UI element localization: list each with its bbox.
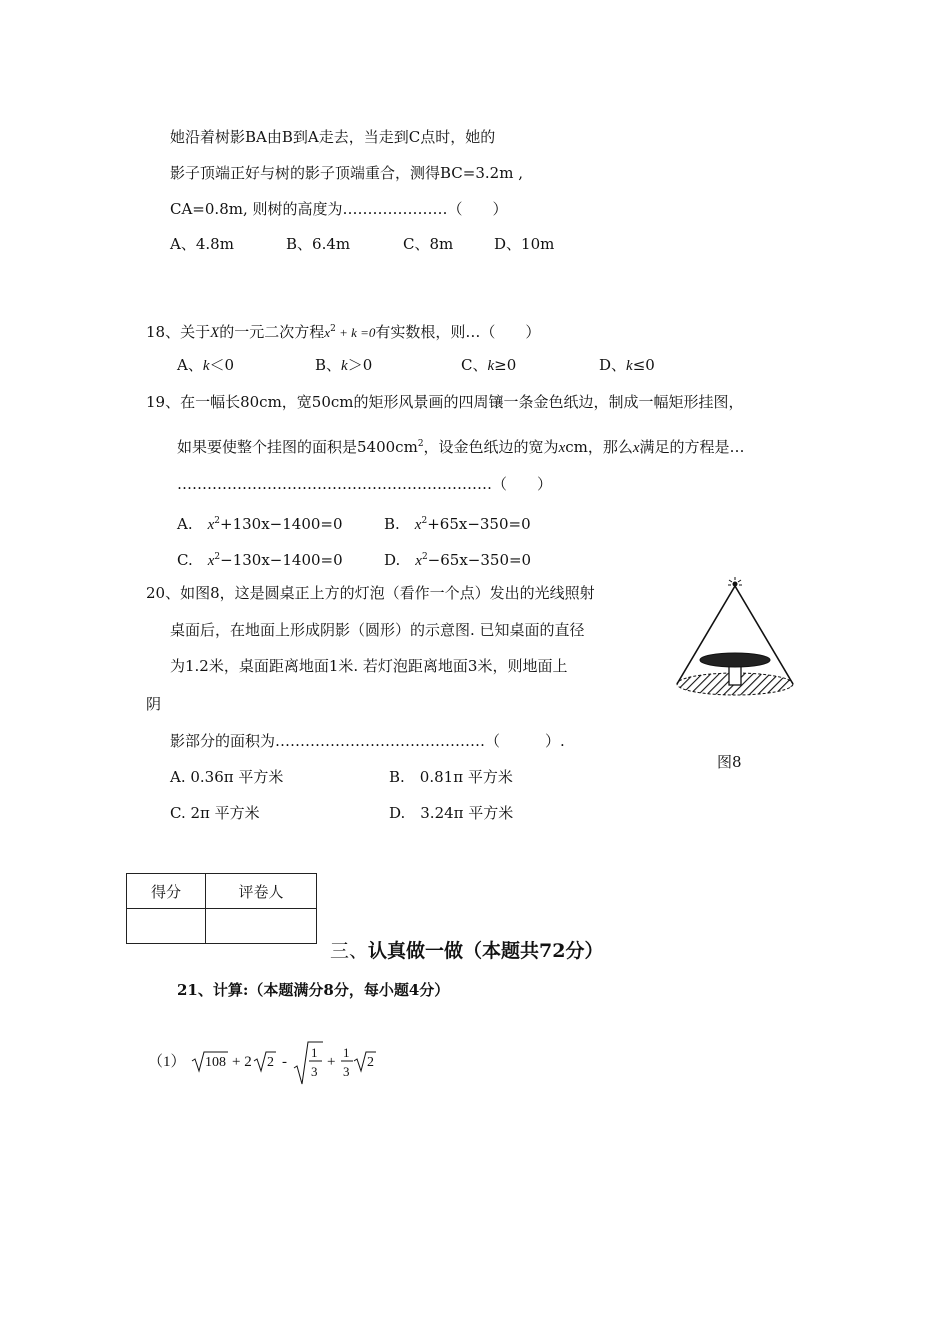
option-var: x [414, 517, 422, 533]
q18-text: 有实数根，则…（ ） [375, 323, 541, 341]
q19-line-3: ………………………………………………………（ ） [177, 475, 553, 493]
option-exp: 2 [214, 552, 221, 562]
q18-option-b [315, 355, 372, 376]
option-exp: 2 [421, 516, 428, 526]
item-label: （1） [148, 1054, 186, 1070]
q19-text: 满足的方程是… [639, 438, 745, 456]
score-header: 得分 [127, 874, 206, 909]
option-prefix: C、 [461, 356, 488, 374]
fraction-numerator: 1 [311, 1045, 318, 1060]
bulb-icon [728, 577, 742, 587]
q18-text: 的一元二次方程 [219, 323, 325, 341]
q19-line-2 [177, 434, 745, 458]
q21-heading: 21、计算:（本题满分8分，每小题4分） [177, 981, 450, 999]
section-title [330, 936, 603, 963]
q18-option-c [461, 355, 516, 376]
grader-header: 评卷人 [206, 874, 317, 909]
lamp-table-figure [672, 576, 802, 706]
option-rest: +130x−1400=0 [220, 515, 343, 533]
q19-option-a [177, 511, 343, 535]
option-var: k [341, 358, 348, 374]
option-prefix: A、 [177, 356, 203, 374]
coefficient-denominator: 3 [343, 1064, 350, 1079]
option-rel: ＜0 [209, 356, 235, 374]
q17-line-2: 影子顶端正好与树的影子顶端重合，测得BC=3.2m , [170, 164, 523, 182]
q19-superscript: 2 [417, 439, 424, 449]
option-rel: ＞0 [347, 356, 373, 374]
term: + 2 [232, 1054, 252, 1070]
option-rest: +65x−350=0 [427, 515, 531, 533]
option-prefix: B、 [315, 356, 342, 374]
q20-line-1: 20、如图8，这是圆桌正上方的灯泡（看作一个点）发出的光线照射 [146, 584, 595, 602]
q19-text: cm，那么 [565, 438, 633, 456]
option-prefix: D. [384, 551, 416, 569]
eq-exponent: 2 [330, 324, 336, 334]
table-top [700, 653, 770, 667]
option-prefix: C. [177, 551, 208, 569]
option-rel: ≤0 [632, 356, 655, 374]
eq-rest: + k =0 [335, 325, 376, 340]
coefficient-numerator: 1 [343, 1045, 350, 1060]
option-var: k [202, 358, 210, 374]
q20-line-3: 为1.2米，桌面距离地面1米. 若灯泡距离地面3米，则地面上 [170, 657, 568, 675]
option-var: x [415, 553, 422, 569]
q20-line-4: 阴 [146, 695, 162, 713]
option-rest: −65x−350=0 [427, 551, 532, 569]
q17-option-b: B、6.4m [286, 235, 351, 253]
q18-equation [324, 326, 375, 341]
q18-variable: X [210, 325, 220, 341]
option-rel: ≥0 [494, 356, 517, 374]
grader-cell[interactable] [206, 909, 317, 944]
q19-option-c [177, 547, 343, 571]
q17-line-1: 她沿着树影BA由B到A走去，当走到C点时，她的 [170, 128, 496, 146]
q18-stem [146, 319, 540, 344]
q20-line-5: 影部分的面积为……………………………………（ ）. [170, 732, 565, 750]
section-heading: 认真做一做（本题共72分） [368, 940, 604, 962]
q19-text: 如果要使整个挂图的面积是5400cm [177, 438, 418, 456]
q18-option-a [177, 355, 234, 376]
option-var: k [487, 358, 495, 374]
q20-option-c: C. 2π 平方米 [170, 804, 260, 822]
q19-text: ，设金色纸边的宽为 [423, 438, 559, 456]
radicand: 108 [205, 1055, 226, 1070]
light-ray-right [735, 586, 793, 684]
radicand: 2 [267, 1055, 274, 1070]
q18-option-d [599, 355, 655, 376]
q17-option-a: A、4.8m [170, 235, 234, 253]
operator: + [327, 1054, 336, 1070]
option-prefix: D、 [599, 356, 627, 374]
q18-text: 关于 [180, 323, 211, 341]
option-prefix: A. [177, 515, 208, 533]
option-rest: −130x−1400=0 [220, 551, 343, 569]
section-prefix: 三、 [330, 940, 369, 962]
option-var: x [207, 517, 215, 533]
q17-option-c: C、8m [403, 235, 454, 253]
q20-option-a: A. 0.36π 平方米 [170, 768, 284, 786]
q20-option-b: B. 0.81π 平方米 [389, 768, 513, 786]
q19-option-d [384, 547, 531, 571]
q17-option-d: D、10m [494, 235, 555, 253]
q19-option-b [384, 511, 531, 535]
q20-line-2: 桌面后，在地面上形成阴影（圆形）的示意图. 已知桌面的直径 [170, 621, 585, 639]
option-var: x [207, 553, 215, 569]
q19-variable: x [558, 440, 566, 456]
eq-x: x [324, 325, 331, 340]
light-ray-left [677, 586, 735, 684]
fraction-denominator: 3 [311, 1064, 318, 1079]
option-var: k [626, 358, 633, 374]
q21-expression [148, 1038, 388, 1092]
option-exp: 2 [421, 552, 428, 562]
q19-variable: x [632, 440, 640, 456]
option-prefix: B. [384, 515, 415, 533]
q17-line-3: CA=0.8m, 则树的高度为…………………（ ） [170, 200, 508, 218]
option-exp: 2 [214, 516, 221, 526]
q18-number: 18、 [146, 323, 181, 341]
score-cell[interactable] [127, 909, 206, 944]
radical-sign [294, 1042, 323, 1084]
operator: - [282, 1054, 287, 1070]
radicand: 2 [367, 1055, 374, 1070]
score-table [126, 873, 317, 944]
q19-line-1: 19、在一幅长80cm，宽50cm的矩形风景画的四周镶一条金色纸边，制成一幅矩形挂图， [146, 393, 744, 411]
q20-option-d: D. 3.24π 平方米 [389, 804, 514, 822]
figure-caption: 图8 [717, 753, 742, 771]
